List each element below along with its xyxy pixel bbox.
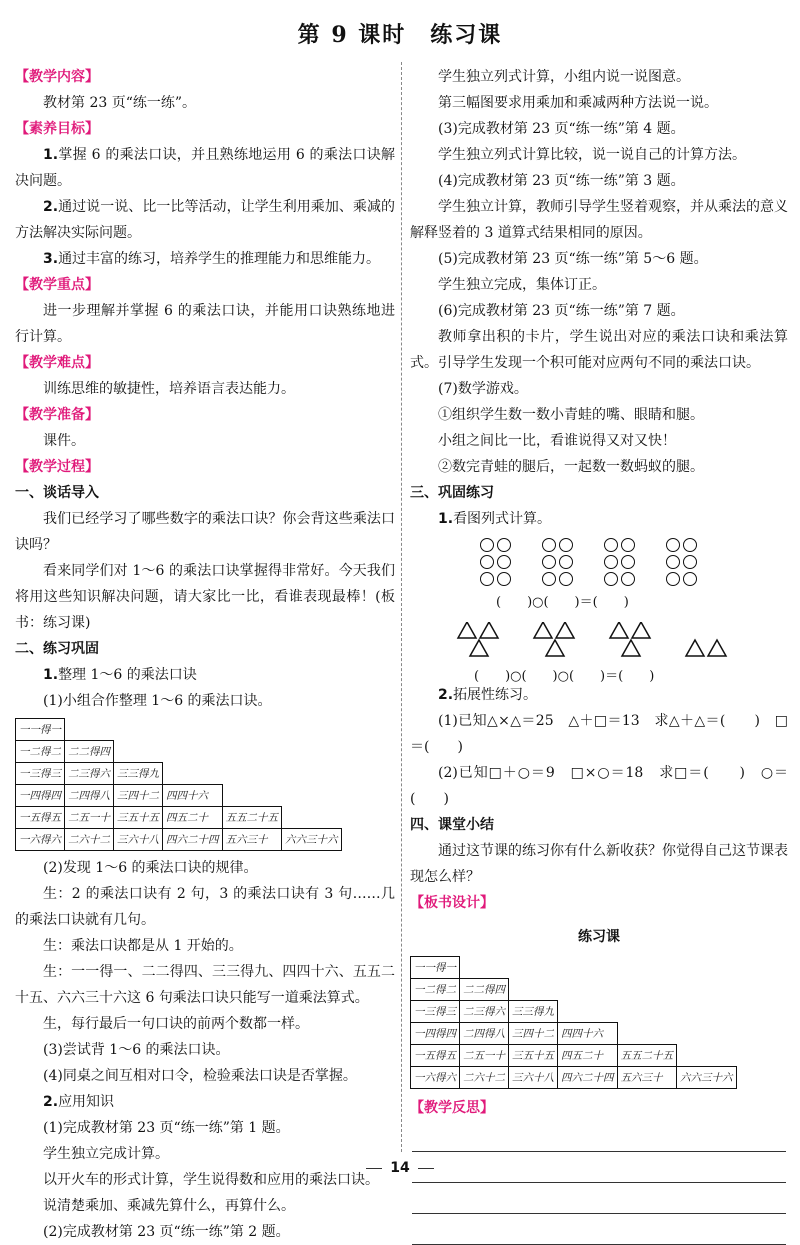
writing-line	[412, 1121, 786, 1152]
table-cell: 三三得九	[509, 1001, 558, 1023]
circle-shape	[604, 555, 618, 569]
section-tag: 【教学重点】	[15, 277, 99, 293]
paragraph	[15, 194, 395, 246]
table-cell: 二五一十	[65, 807, 114, 829]
table-row	[16, 741, 342, 763]
triangle-shape	[632, 622, 650, 638]
circle-shape	[559, 538, 573, 552]
table-cell: 一六得六	[16, 829, 65, 851]
empty-cell	[677, 1001, 737, 1023]
writing-line	[412, 1214, 786, 1245]
empty-cell	[222, 719, 282, 741]
paragraph: (1)已知△×△＝25 △＋□＝13 求△＋△＝( ) □＝( )	[410, 713, 788, 755]
table-cell: 一一得一	[411, 957, 460, 979]
circle-shape	[666, 555, 680, 569]
table-cell: 三五十五	[114, 807, 163, 829]
board-table-container	[410, 956, 788, 1089]
empty-cell	[282, 741, 342, 763]
empty-cell	[65, 719, 114, 741]
paragraph: (4)同桌之间互相对口令，检验乘法口诀是否掌握。	[43, 1068, 357, 1084]
item-number: 2.	[43, 199, 59, 215]
item-number: 2.	[438, 687, 454, 703]
paragraph: 生：一一得一、二二得四、三三得九、四四十六、五五二十五、六六三十六这 6 句乘法口诀只能写一道乘法算式。	[15, 964, 395, 1006]
triangle-shape	[686, 640, 704, 656]
empty-cell	[617, 1023, 677, 1045]
triangles-group	[410, 622, 770, 662]
paragraph-text: 整理 1～6 的乘法口诀	[58, 667, 197, 683]
table-cell: 一五得五	[411, 1045, 460, 1067]
empty-cell	[558, 957, 618, 979]
paragraph-text: 通过说一说、比一比等活动，让学生利用乘加、乘减的方法解决实际问题。	[15, 199, 395, 241]
paragraph-text: 拓展性练习。	[453, 687, 538, 703]
empty-cell	[509, 957, 558, 979]
table-cell: 一六得六	[411, 1067, 460, 1089]
paragraph: 我们已经学习了哪些数字的乘法口诀？你会背这些乘法口诀吗？	[15, 511, 395, 553]
paragraph: 学生独立列式计算，小组内说一说图意。	[438, 69, 690, 85]
table-cell: 四五二十	[558, 1045, 618, 1067]
paragraph: ②数完青蛙的腿后，一起数一数蚂蚁的腿。	[438, 459, 704, 475]
paragraph: 教材第 23 页“练一练”。	[43, 95, 197, 111]
paragraph	[410, 506, 788, 532]
reflection-tag: 【教学反思】	[410, 1100, 494, 1116]
empty-cell	[617, 979, 677, 1001]
empty-cell	[677, 1045, 737, 1067]
board-table	[410, 956, 737, 1089]
paragraph: 第三幅图要求用乘加和乘减两种方法说一说。	[438, 95, 718, 111]
circle-shape	[621, 572, 635, 586]
paragraph: 学生独立完成，集体订正。	[438, 277, 606, 293]
section-tag: 【教学准备】	[15, 407, 99, 423]
paragraph: 生：2 的乘法口诀有 2 句，3 的乘法口诀有 3 句……几的乘法口诀就有几句。	[15, 886, 395, 928]
paragraph: 生，每行最后一句口诀的前两个数都一样。	[43, 1016, 309, 1032]
table-cell: 二六十二	[460, 1067, 509, 1089]
triangle-shape	[556, 622, 574, 638]
table-cell: 三六十八	[114, 829, 163, 851]
table-cell: 四四十六	[558, 1023, 618, 1045]
paragraph: ①组织学生数一数小青蛙的嘴、眼睛和腿。	[438, 407, 704, 423]
table-cell: 六六三十六	[282, 829, 342, 851]
reflection-lines	[410, 1121, 788, 1245]
table-row	[16, 719, 342, 741]
section-tag: 【教学内容】	[15, 69, 99, 85]
triangle-shape	[458, 622, 476, 638]
paragraph: (3)完成教材第 23 页“练一练”第 4 题。	[438, 121, 685, 137]
paragraph: 课件。	[43, 433, 85, 449]
paragraph	[15, 662, 395, 688]
circle-shape	[542, 555, 556, 569]
paragraph: (7)数学游戏。	[438, 381, 528, 397]
circle-shape	[480, 538, 494, 552]
paragraph: (6)完成教材第 23 页“练一练”第 7 题。	[438, 303, 685, 319]
table-row	[411, 1023, 737, 1045]
table-cell: 一一得一	[16, 719, 65, 741]
paragraph: (5)完成教材第 23 页“练一练”第 5～6 题。	[438, 251, 708, 267]
paragraph: 说清楚乘加、乘减先算什么，再算什么。	[43, 1198, 295, 1214]
circle-shape	[621, 555, 635, 569]
table-cell: 一二得二	[16, 741, 65, 763]
table-row	[411, 1001, 737, 1023]
figure-equation-1: ( )○( )＝( )	[496, 595, 629, 610]
circle-shape	[666, 572, 680, 586]
circle-shape	[604, 572, 618, 586]
empty-cell	[222, 785, 282, 807]
circle-shape	[666, 538, 680, 552]
column-divider	[401, 62, 402, 1152]
table-cell: 五六三十	[617, 1067, 677, 1089]
paragraph-text: 应用知识	[58, 1094, 115, 1110]
figure-equation-2: ( )○( )○( )＝( )	[474, 669, 655, 684]
table-row	[411, 1067, 737, 1089]
circle-shape	[497, 555, 511, 569]
table-cell: 二二得四	[460, 979, 509, 1001]
empty-cell	[558, 1001, 618, 1023]
table-cell: 一五得五	[16, 807, 65, 829]
table-cell: 二四得八	[65, 785, 114, 807]
empty-cell	[558, 979, 618, 1001]
empty-cell	[617, 1001, 677, 1023]
table-row	[411, 957, 737, 979]
paragraph: (4)完成教材第 23 页“练一练”第 3 题。	[438, 173, 685, 189]
paragraph	[15, 142, 395, 194]
table-cell: 二四得八	[460, 1023, 509, 1045]
empty-cell	[282, 763, 342, 785]
left-column	[15, 64, 395, 1245]
empty-cell	[222, 741, 282, 763]
table-cell: 二六十二	[65, 829, 114, 851]
circle-shape	[621, 538, 635, 552]
empty-cell	[677, 1023, 737, 1045]
circle-shape	[497, 572, 511, 586]
empty-cell	[617, 957, 677, 979]
table-cell: 四五二十	[163, 807, 223, 829]
table-cell: 一三得三	[16, 763, 65, 785]
table-cell: 四六二十四	[163, 829, 223, 851]
section-tag: 【素养目标】	[15, 121, 99, 137]
paragraph: 教师拿出积的卡片，学生说出对应的乘法口诀和乘法算式。引导学生发现一个积可能对应两句不同的乘法口诀。	[410, 329, 788, 371]
circle-shape	[683, 538, 697, 552]
item-number: 2.	[43, 1094, 59, 1110]
table-cell: 六六三十六	[677, 1067, 737, 1089]
circle-shape	[559, 555, 573, 569]
triangle-shape	[708, 640, 726, 656]
table-cell: 一四得四	[16, 785, 65, 807]
item-number: 3.	[43, 251, 59, 267]
exercise-figure	[410, 536, 788, 682]
table-cell: 四六二十四	[558, 1067, 618, 1089]
table-row	[16, 829, 342, 851]
paragraph: 学生独立计算，教师引导学生竖着观察，并从乘法的意义解释竖着的 3 道算式结果相同的原因。	[410, 199, 788, 241]
table-row	[411, 979, 737, 1001]
item-number: 1.	[438, 511, 454, 527]
paragraph: (2)已知□＋○＝9 □×○＝18 求□＝( ) ○＝( )	[410, 765, 788, 807]
triangle-shape	[622, 640, 640, 656]
table-cell: 一四得四	[411, 1023, 460, 1045]
table-cell: 五五二十五	[222, 807, 282, 829]
table-cell: 一二得二	[411, 979, 460, 1001]
table-cell: 二三得六	[460, 1001, 509, 1023]
page-number: 14	[0, 1160, 800, 1176]
paragraph: 进一步理解并掌握 6 的乘法口诀，并能用口诀熟练地进行计算。	[15, 303, 395, 345]
empty-cell	[677, 957, 737, 979]
paragraph: 通过这节课的练习你有什么新收获？你觉得自己这节课表现怎么样？	[410, 843, 788, 885]
section-heading: 四、课堂小结	[410, 817, 494, 833]
circle-shape	[497, 538, 511, 552]
section-tag: 【教学难点】	[15, 355, 99, 371]
table-cell: 五六三十	[222, 829, 282, 851]
empty-cell	[163, 719, 223, 741]
board-title: 练习课	[578, 929, 620, 945]
empty-cell	[282, 719, 342, 741]
item-number: 1.	[43, 147, 59, 163]
triangle-shape	[546, 640, 564, 656]
empty-cell	[282, 807, 342, 829]
table-cell: 五五二十五	[617, 1045, 677, 1067]
circle-shape	[559, 572, 573, 586]
paragraph: (2)完成教材第 23 页“练一练”第 2 题。	[43, 1224, 290, 1240]
empty-cell	[114, 719, 163, 741]
section-heading: 二、练习巩固	[15, 641, 99, 657]
paragraph: (1)完成教材第 23 页“练一练”第 1 题。	[43, 1120, 290, 1136]
multiplication-table	[15, 718, 342, 851]
section-tag: 【板书设计】	[410, 895, 494, 911]
section-tag: 【教学过程】	[15, 459, 99, 475]
writing-line	[412, 1183, 786, 1214]
table-row	[16, 807, 342, 829]
table-cell: 四四十六	[163, 785, 223, 807]
paragraph: 看来同学们对 1～6 的乘法口诀掌握得非常好。今天我们将用这些知识解决问题，请大家比一比，看谁表现最棒！(板书：练习课)	[15, 563, 395, 631]
circle-shape	[542, 538, 556, 552]
paragraph-text: 看图列式计算。	[453, 511, 552, 527]
triangle-shape	[534, 622, 552, 638]
empty-cell	[282, 785, 342, 807]
paragraph: 学生独立列式计算比较，说一说自己的计算方法。	[438, 147, 746, 163]
paragraph-text: 掌握 6 的乘法口诀，并且熟练地运用 6 的乘法口诀解决问题。	[15, 147, 395, 189]
empty-cell	[163, 763, 223, 785]
triangle-shape	[610, 622, 628, 638]
section-heading: 一、谈话导入	[15, 485, 99, 501]
table-cell: 三四十二	[114, 785, 163, 807]
triangle-shape	[480, 622, 498, 638]
paragraph: 生：乘法口诀都是从 1 开始的。	[43, 938, 243, 954]
right-section-a	[410, 64, 788, 532]
paragraph: (2)发现 1～6 的乘法口诀的规律。	[43, 860, 258, 876]
right-section-b	[410, 682, 788, 916]
table-row	[411, 1045, 737, 1067]
table-cell: 三四十二	[509, 1023, 558, 1045]
circle-shape	[542, 572, 556, 586]
table-cell: 三六十八	[509, 1067, 558, 1089]
triangle-shape	[470, 640, 488, 656]
section-heading: 三、巩固练习	[410, 485, 494, 501]
table-cell: 二三得六	[65, 763, 114, 785]
circle-shape	[683, 555, 697, 569]
paragraph: 学生独立完成计算。	[43, 1146, 169, 1162]
paragraph-text: 通过丰富的练习，培养学生的推理能力和思维能力。	[58, 251, 381, 267]
paragraph	[15, 246, 395, 272]
circle-shape	[480, 555, 494, 569]
empty-cell	[222, 763, 282, 785]
table-row	[16, 785, 342, 807]
empty-cell	[114, 741, 163, 763]
right-column	[410, 64, 788, 1245]
table-cell: 二五一十	[460, 1045, 509, 1067]
table-row	[16, 763, 342, 785]
circle-shape	[480, 572, 494, 586]
empty-cell	[677, 979, 737, 1001]
empty-cell	[509, 979, 558, 1001]
empty-cell	[460, 957, 509, 979]
table-cell: 三三得九	[114, 763, 163, 785]
circle-shape	[683, 572, 697, 586]
table-cell: 一三得三	[411, 1001, 460, 1023]
empty-cell	[163, 741, 223, 763]
table-cell: 二二得四	[65, 741, 114, 763]
paragraph: 小组之间比一比，看谁说得又对又快！	[438, 433, 676, 449]
paragraph	[15, 1089, 395, 1115]
page-title: 第 9 课时 练习课	[297, 22, 503, 48]
paragraph: 以开火车的形式计算，学生说得数和应用的乘法口诀。	[43, 1172, 379, 1188]
circle-shape	[604, 538, 618, 552]
paragraph: (3)尝试背 1～6 的乘法口诀。	[43, 1042, 230, 1058]
paragraph: 训练思维的敏捷性，培养语言表达能力。	[43, 381, 295, 397]
paragraph: (1)小组合作整理 1～6 的乘法口诀。	[43, 693, 272, 709]
item-number: 1.	[43, 667, 59, 683]
table-cell: 三五十五	[509, 1045, 558, 1067]
